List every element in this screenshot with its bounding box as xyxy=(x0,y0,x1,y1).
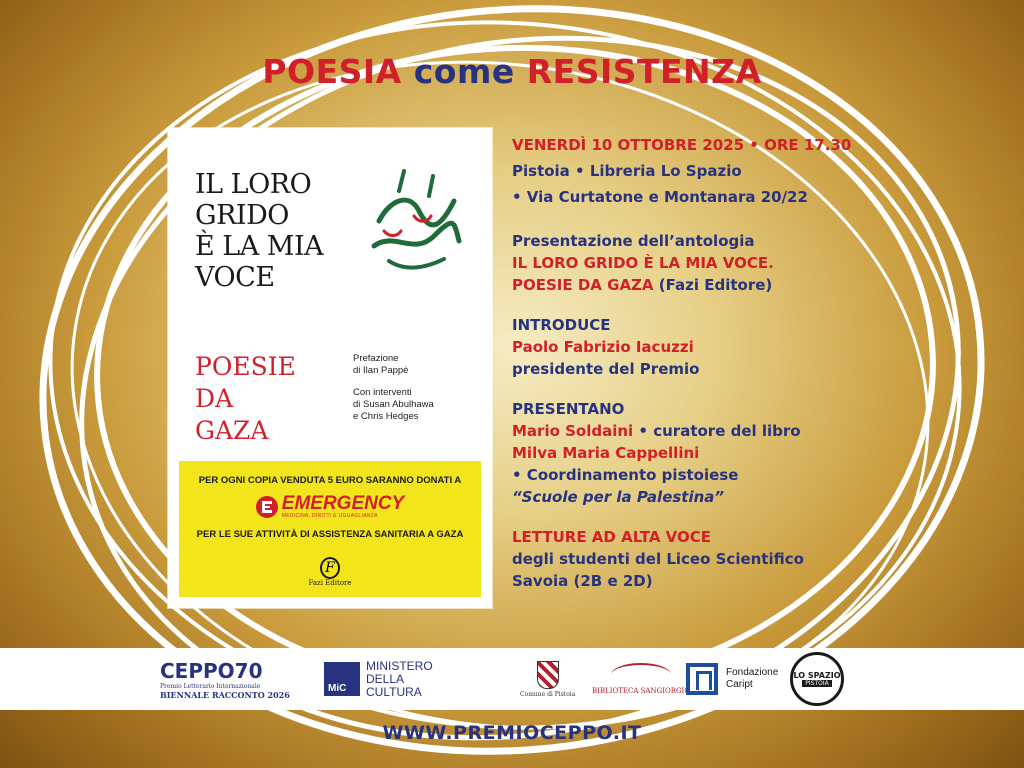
ceppo-logo: CEPPO70 Premio Letterario Internazionale BIENNALE RACCONTO 2026 xyxy=(160,658,290,700)
event-info xyxy=(512,134,872,610)
fondazione-caript-logo: Fondazione Caript xyxy=(686,648,778,710)
event-date: VENERDÌ 10 OTTOBRE 2025 • ORE 17.30 xyxy=(512,136,852,154)
title-poesia: POESIA xyxy=(262,52,402,91)
caript-icon xyxy=(686,663,718,695)
readings-label: LETTURE AD ALTA VOCE xyxy=(512,528,712,546)
presentation-title-1: IL LORO GRIDO È LA MIA VOCE. xyxy=(512,254,774,272)
title-resistenza: RESISTENZA xyxy=(526,52,762,91)
website-link[interactable]: WWW.PREMIOCEPPO.IT xyxy=(382,722,642,744)
sponsor-bar xyxy=(0,648,1024,710)
presentation-intro: Presentazione dell’antologia xyxy=(512,232,755,250)
book-title: IL LORO GRIDO È LA MIA VOCE xyxy=(195,169,324,293)
emergency-icon xyxy=(256,496,278,518)
book-cover xyxy=(168,128,492,608)
book-subtitle: POESIE DA GAZA xyxy=(195,352,296,445)
title-come: come xyxy=(413,52,515,91)
arabic-calligraphy-icon xyxy=(359,161,471,281)
crest-icon xyxy=(537,661,559,689)
presentation-publisher: (Fazi Editore) xyxy=(658,276,773,294)
donation-bottom: PER LE SUE ATTIVITÀ DI ASSISTENZA SANITARIA A GAZA xyxy=(196,529,464,540)
comune-pistoia-logo: Comune di Pistoia xyxy=(520,648,575,710)
book-credits: Prefazione di Ilan Pappé Con interventi di Susan Abulhawa e Chris Hedges xyxy=(353,353,434,422)
readings-line-1: degli studenti del Liceo Scientifico xyxy=(512,550,804,568)
lo-spazio-logo: LO SPAZIO PISTOIA xyxy=(790,648,844,710)
introduce-label: INTRODUCE xyxy=(512,316,611,334)
fazi-icon: F xyxy=(320,557,340,579)
mic-icon: MiC xyxy=(324,662,360,696)
ministero-cultura-logo: MiC MINISTERO DELLA CULTURA xyxy=(324,648,433,710)
presenter-2-role: • Coordinamento pistoiese xyxy=(512,466,739,484)
presentation-title-2: POESIE DA GAZA xyxy=(512,276,654,294)
event-location: Pistoia • Libreria Lo Spazio xyxy=(512,162,742,180)
arc-icon xyxy=(611,663,671,687)
presenter-1-name: Mario Soldaini xyxy=(512,422,634,440)
emergency-logo: EMERGENCY MEDICINA, DIRITTI E UGUAGLIANZA xyxy=(179,495,481,522)
publisher-logo: F Fazi Editore xyxy=(179,557,481,587)
biblioteca-logo: BIBLIOTECA SANGIORGIO xyxy=(592,648,690,710)
donation-band xyxy=(179,461,481,597)
introduce-name: Paolo Fabrizio Iacuzzi xyxy=(512,338,694,356)
presenter-1-role: • curatore del libro xyxy=(638,422,801,440)
introduce-role: presidente del Premio xyxy=(512,360,700,378)
presenter-2-organization: “Scuole per la Palestina” xyxy=(512,488,725,506)
event-address: • Via Curtatone e Montanara 20/22 xyxy=(512,188,808,206)
donation-top: PER OGNI COPIA VENDUTA 5 EURO SARANNO DONATI A xyxy=(198,475,462,486)
readings-line-2: Savoia (2B e 2D) xyxy=(512,572,653,590)
page-title xyxy=(0,52,1024,91)
presentano-label: PRESENTANO xyxy=(512,400,625,418)
presenter-2-name: Milva Maria Cappellini xyxy=(512,444,700,462)
